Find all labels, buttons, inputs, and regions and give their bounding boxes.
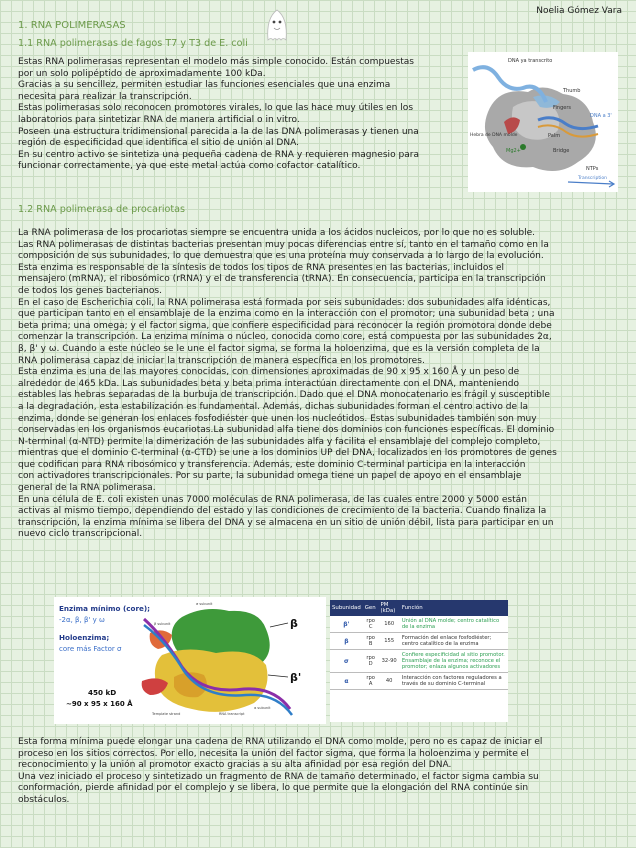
subunits-table-figure [330,600,508,722]
core-title: Enzima mínimo (core); [59,604,151,613]
table-row [330,673,508,690]
fig2-small-label: RNA transcript [219,712,245,716]
text-line: a la degradación, esta estabilización es fundamental. Además, dichas subunidades forman el centro activo de la [18,401,529,412]
enzyme-mass: 450 kD [88,688,117,697]
subunits-table [330,600,508,690]
text-line: Esta enzima es responsable de la síntesis de todos los tipos de RNA presentes en las bacterias, incluidos el [18,262,505,273]
text-line: enzima, donde se generan los enlaces fosfodiéster que unen los nucleótidos. Estas subunidades también son muy [18,413,537,424]
text-line: En el caso de Escherichia coli, la RNA polimerasa está formada por seis subunidades: dos subunidades alfa idénticas, [18,297,551,308]
table-row [330,633,508,650]
text-line: nuevo ciclo transcripcional. [18,529,143,540]
table-header-row [330,600,508,616]
text-line: general de la RNA polimerasa. [18,483,156,494]
text-line: RNA polimerasa capaz de iniciar la transcripción de manera específica en los promotores. [18,355,425,366]
text-line: Una vez iniciado el proceso y sintetizado un fragmento de RNA de tamaño determinado, el factor sigma cambia su [18,771,539,782]
text-line: transcripción, la enzima mínima se libera del DNA y se almacena en un sitio de unión débil, lista para participar en un [18,517,554,528]
text-line: de todos los genes bacterianos. [18,285,162,296]
text-line: estables las hebras separadas de la burbuja de transcripción. Dado que el DNA monocatenario es frágil y susceptible [18,390,550,401]
function-cell: Interacción con factores reguladores a través de su dominio C-terminal [400,673,508,690]
column-header: Gen [363,600,379,616]
holo-title: Holoenzima; [59,633,110,642]
text-line: conservadas en los organismos eucariotas.La subunidad alfa tiene dos dominios con funciones específicas. El dominio [18,425,555,436]
text-line: necesita para realizar la transcripción. [18,91,192,102]
text-line: que codifican para RNA ribosómico y transferencia. Además, este dominio C-terminal participa en la interacción [18,459,526,470]
beta-label: β [290,617,298,630]
subunit-cell: σ [330,650,363,673]
function-cell: Formación del enlace fosfodiéster; centro catalítico de la enzima [400,633,508,650]
text-line: Las RNA polimerasas de distintas bacterias presentan muy pocas diferencias entre sí, tanto en el tamaño como en la [18,239,549,250]
fig1-label: Fingers [553,105,571,111]
text-line: que participan tanto en el ensamblaje de la enzima como en la interacción con el promotor; una subunidad beta ; una [18,309,555,320]
text-line: conformación, pierde afinidad por el complejo y se libera, lo que permite que la elongación del RNA continúe sin [18,783,529,794]
pm-cell: 155 [379,633,400,650]
text-line: N-terminal (α-NTD) permite la dimerización de las subunidades alfa y facilita el ensamblaje del complejo completo, [18,436,541,447]
text-line: funcionar correctamente, ya que este metal actúa como cofactor catalítico. [18,161,361,172]
text-line: beta prima; una omega; y el factor sigma, que confiere especificidad para reconocer la región promotora donde debe [18,320,552,331]
rna-polymerase-core-holoenzyme-figure [54,597,326,724]
column-header: Subunidad [330,600,363,616]
beta-prime-label: β' [290,671,302,684]
text-line: Esta forma mínima puede elongar una cadena de RNA utilizando el DNA como molde, pero no es capaz de iniciar el [18,737,543,747]
text-line: Estas polimerasas solo reconocen promotores virales, lo que las hace muy útiles en los [18,103,414,114]
text-line: reconocimiento y la unión al promotor exacto gracias a su alta afinidad por esa región del DNA. [18,760,452,771]
text-line: comenzar la transcripción. La enzima mínima o núcleo, conocida como core, está compuesta por las subunidades 2α, [18,332,552,343]
text-line: Estas RNA polimerasas representan el modelo más simple conocido. Están compuestas [18,57,415,67]
fig1-label: DNA ya transcrito [508,58,553,64]
fig1-label: Hebra de DNA molde [470,133,518,138]
section1-text [18,57,458,173]
text-line: composición de sus subunidades, lo que demuestra que es una proteína muy conservada a lo largo de la evolución. [18,251,544,262]
fig1-label: Thumb [563,88,581,94]
gene-cell: rpo C [363,616,379,633]
ghost-mascot-icon [262,4,292,44]
fig1-label: Mg2+ [506,148,521,154]
text-line: región de especificidad que identifica el sitio de unión al DNA. [18,138,300,149]
section3-text [18,737,622,807]
fig1-label: DNA a 3' [590,113,612,119]
fig1-label: Palm [548,133,561,139]
author-name: Noelia Gómez Vara [536,6,622,16]
text-line: por un solo polipéptido de aproximadamente 100 kDa. [18,68,266,79]
text-line: Poseen una estructura tridimensional parecida a la de las DNA polimerasas y tienen una [18,126,419,137]
fig2-small-label: σ subunit [196,602,213,606]
pm-cell: 32-90 [379,650,400,673]
subunit-cell: β [330,633,363,650]
column-header: PM (kDa) [379,600,400,616]
holo-formula: core más Factor σ [59,645,122,653]
section2-text [18,228,622,541]
fig2-small-label: Template strand [152,712,181,716]
gene-cell: rpo A [363,673,379,690]
t7-polymerase-structure-figure [468,52,618,192]
text-line: obstáculos. [18,794,70,805]
section2-heading: 1.2 RNA polimerasa de procariotas [18,204,186,215]
subunit-cell: β' [330,616,363,633]
text-line: proceso en los sitios correctos. Por ello, necesita la unión del factor sigma, que forma la holoenzima y permite el [18,748,529,759]
column-header: Función [400,600,508,616]
text-line: Esta enzima es una de las mayores conocidas, con dimensiones aproximadas de 90 x 95 x 160 Å y un peso de [18,367,520,378]
section1-heading: 1.1 RNA polimerasas de fagos T7 y T3 de E. coli [18,38,248,49]
table-row [330,616,508,633]
pm-cell: 40 [379,673,400,690]
gene-cell: rpo D [363,650,379,673]
table-row [330,650,508,673]
subunit-cell: α [330,673,363,690]
text-line: mientras que el dominio C-terminal (α-CTD) se une a los dominios UP del DNA, localizados en los promotores de genes [18,448,557,459]
text-line: En una célula de E. coli existen unas 7000 moléculas de RNA polimerasa, de las cuales entre 2000 y 5000 están [18,494,527,505]
gene-cell: rpo B [363,633,379,650]
text-line: mensajero (mRNA), el ribosómico (rRNA) y el de transferencia (tRNA). En consecuencia, participa en la transcripción [18,274,546,285]
fig1-label: Bridge [553,148,570,154]
text-line: con activadores transcripcionales. Por su parte, la subunidad omega tiene un papel de apoyo en el ensamblaje [18,471,522,482]
text-line: Gracias a su sencillez, permiten estudiar las funciones esenciales que una enzima [18,80,391,91]
fig1-label: NTPs [586,166,599,172]
function-cell: Unión al DNA molde; centro catalítico de la enzima [400,616,508,633]
fig2-small-label: α subunit [254,706,271,710]
text-line: activas al mismo tiempo, dependiendo del estado y las condiciones de crecimiento de la bacteria. Cuando finaliza la [18,506,547,517]
fig2-small-label: β subunit [154,622,171,626]
text-line: alrededor de 465 kDa. Las subunidades beta y beta prima interactúan directamente con el DNA, manteniendo [18,378,519,389]
function-cell: Confiere especificidad al sitio promotor. Ensamblaje de la enzima; reconoce el promotor; enlaza algunos activadores [400,650,508,673]
core-formula: -2α, β, β' y ω [59,616,105,624]
text-line: laboratorios para sintetizar RNA de manera artificial o in vitro. [18,114,300,125]
text-line: β, β' y ω. Cuando a este núcleo se le une el factor sigma, se forma la holoenzima, que es la versión completa de la [18,343,540,354]
pm-cell: 160 [379,616,400,633]
page-title: 1. RNA POLIMERASAS [18,20,126,31]
text-line: En su centro activo se sintetiza una pequeña cadena de RNA y requieren magnesio para [18,149,420,160]
fig1-label: Transcription [578,176,607,181]
text-line: La RNA polimerasa de los procariotas siempre se encuentra unida a los ácidos nucleicos, por lo que no es soluble. [18,228,536,238]
enzyme-dimensions: ~90 x 95 x 160 Å [66,700,133,708]
